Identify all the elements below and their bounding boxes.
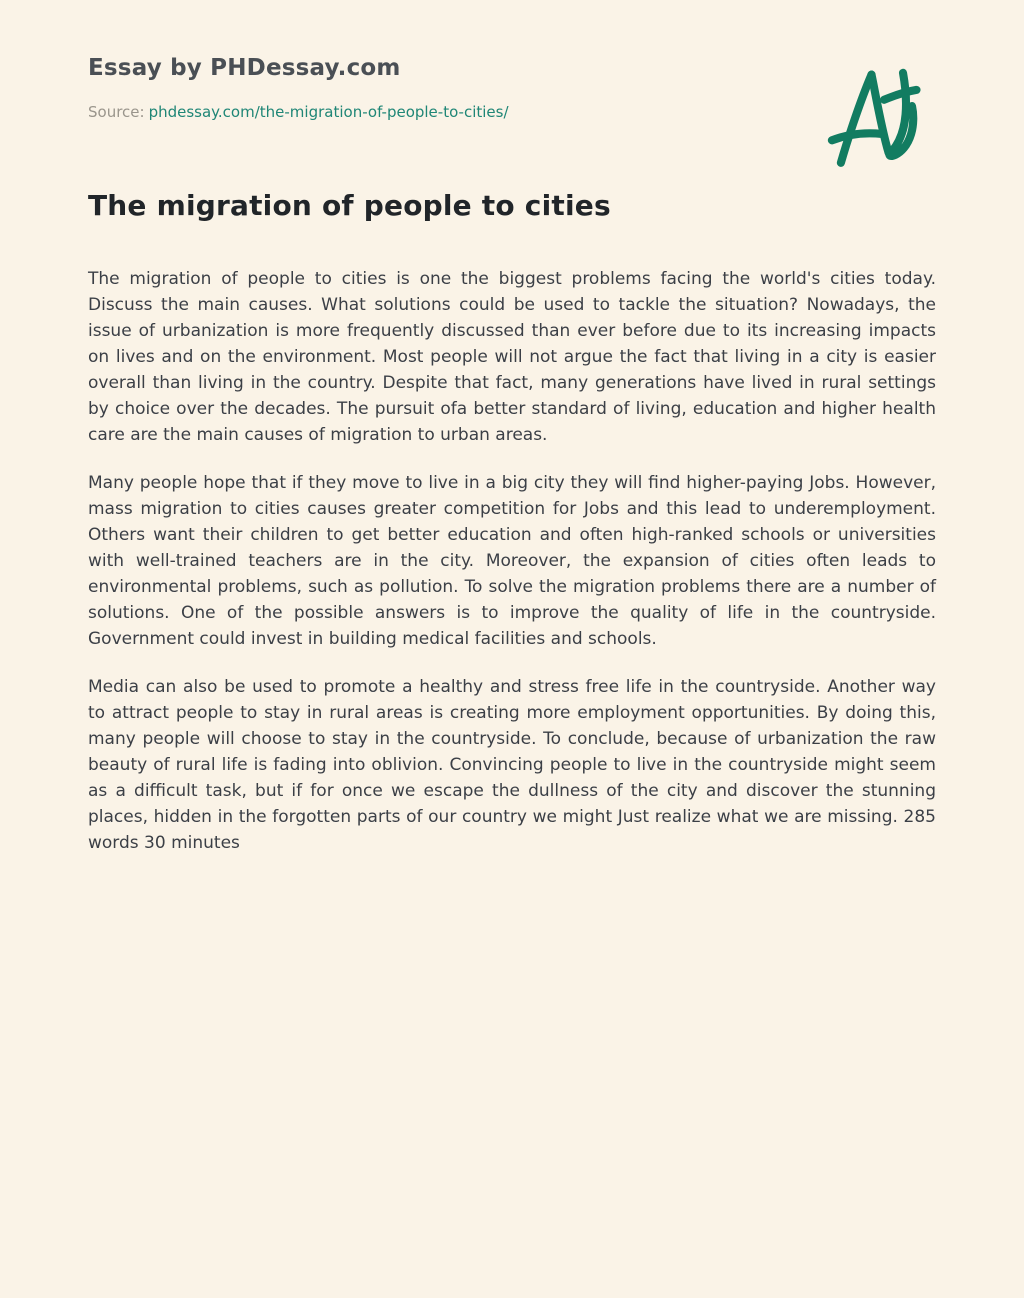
source-line [88,103,936,121]
page-header [88,55,936,121]
byline: Essay by PHDessay.com [88,55,401,81]
essay-paragraph: Media can also be used to promote a healthy and stress free life in the countryside. Another way to attract people to stay in rural areas is creating more employment opportunities. By doing this, many people will choose to stay in the countryside. To conclude, because of urbanization the raw beauty of rural life is fading into oblivion. Convincing people to live in the countryside might seem as a difficult task, but if for once we escape the dullness of the city and discover the stunning places, hidden in the forgotten parts of our country we might Just realize what we are missing. 285 words 30 minutes [88,677,936,853]
source-label: Source: [88,103,145,121]
source-link[interactable]: phdessay.com/the-migration-of-people-to-cities/ [148,103,509,121]
essay-paragraph: Many people hope that if they move to live in a big city they will find higher-paying Jobs. However, mass migration to cities causes greater competition for Jobs and this lead to underemployment. Others want their children to get better education and often high-ranked schools or universities with well-trained teachers are in the city. Moreover, the expansion of cities often leads to environmental problems, such as pollution. To solve the migration problems there are a number of solutions. One of the possible answers is to improve the quality of life in the countryside. Government could invest in building medical facilities and schools. [88,473,936,649]
page-title: The migration of people to cities [88,189,611,222]
phdessay-a-plus-logo-icon [824,62,928,170]
essay-paragraph: The migration of people to cities is one the biggest problems facing the world's cities today. Discuss the main causes. What solutions could be used to tackle the situation? Nowadays, the issue of urbanization is more frequently discussed than ever before due to its increasing impacts on lives and on the environment. Most people will not argue the fact that living in a city is easier overall than living in the country. Despite that fact, many generations have lived in rural settings by choice over the decades. The pursuit ofa better standard of living, education and higher health care are the main causes of migration to urban areas. [88,269,936,445]
essay-body [88,266,936,856]
